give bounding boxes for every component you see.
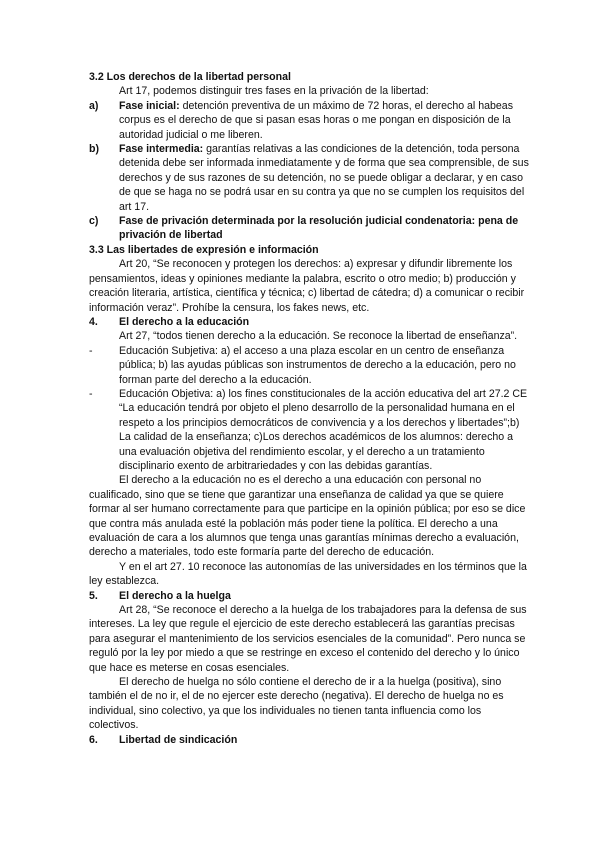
bullet-marker: - bbox=[89, 344, 93, 357]
section-title: El derecho a la educación bbox=[119, 315, 250, 328]
bullet-educacion-objetiva bbox=[89, 387, 529, 473]
bullet-marker: - bbox=[89, 387, 93, 400]
paragraph-autonomia-universidades: Y en el art 27. 10 reconoce las autonomías de las universidades en los términos que la ley establezca. bbox=[89, 560, 527, 588]
paragraph-art20: Art 20, “Se reconocen y protegen los derechos: a) expresar y difundir libremente los pensamientos, ideas y opiniones mediante la palabra, escrito o otro medio; b) producción y creación literaria, artística, científica y técnica; c) libertad de cátedra; d) a comunicar o recibir información veraz”. Prohíbe la censura, los fakes news, etc. bbox=[89, 258, 525, 314]
section-title: El derecho a la huelga bbox=[119, 589, 231, 602]
section-title: Libertad de sindicación bbox=[119, 733, 238, 746]
list-item-fase-privacion bbox=[89, 214, 529, 243]
paragraph-art27-intro: Art 27, “todos tienen derecho a la educación. Se reconoce la libertad de enseñanza”. bbox=[119, 330, 518, 343]
section-heading-3-3: 3.3 Las libertades de expresión e información bbox=[89, 243, 319, 256]
section-heading-4 bbox=[89, 315, 529, 329]
list-item-text: garantías relativas a las condiciones de la detención, toda persona detenida debe ser informada inmediatamente y de forma que sea comprensible, de sus derechos y de sus razones de su detención, no se puede obligar a declarar, y en caso de que se haga no se podrá usar en su contra ya que no se cumplen los requisitos del art 17. bbox=[119, 143, 529, 213]
list-marker: b) bbox=[89, 143, 99, 156]
document-page bbox=[89, 70, 529, 747]
paragraph-educacion-calidad: El derecho a la educación no es el derecho a una educación con personal no cualificado, sino que se tiene que garantizar una enseñanza de calidad ya que se quiere formar al ser humano correctamente para que participe en la opinión pública; por eso se dice que contra más anulada esté la población más poder tiene la política. El derecho a una evaluación de cara a los alumnos que tenga unas garantías mínimas derecho a evaluación, derecho a materiales, todo este formaría parte del derecho de educación. bbox=[89, 474, 526, 559]
section-number: 5. bbox=[89, 589, 98, 602]
paragraph-huelga-colectiva: El derecho de huelga no sólo contiene el derecho de ir a la huelga (positiva), sino también el de no ir, el de no ejercer este derecho (negativa). El derecho de huelga no es individual, sino colectivo, ya que los individuales no tienen tanta influencia como los colectivos. bbox=[89, 676, 504, 732]
list-marker: c) bbox=[89, 215, 99, 228]
paragraph-art17-intro: Art 17, podemos distinguir tres fases en la privación de la libertad: bbox=[119, 85, 429, 98]
section-heading-3-2: 3.2 Los derechos de la libertad personal bbox=[89, 71, 291, 83]
bullet-text: Educación Objetiva: a) los fines constitucionales de la acción educativa del art 27.2 CE “La educación tendrá por objeto el pleno desarrollo de la personalidad humana en el respeto a los principios democráticos de convivencia y a los derechos y libertades”;b) La calidad de la enseñanza; c)Los derechos académicos de los alumnos: derecho a una evaluación objetiva del rendimiento escolar, y el derecho a un tratamiento disciplinario exento de arbitrariedades y con las debidas garantías. bbox=[119, 387, 528, 472]
list-item-label: Fase intermedia: bbox=[119, 143, 204, 156]
section-heading-6 bbox=[89, 733, 529, 747]
section-heading-5 bbox=[89, 589, 529, 603]
list-item-label: Fase de privación determinada por la resolución judicial condenatoria: pena de privación de libertad bbox=[119, 215, 519, 242]
list-item-text: detención preventiva de un máximo de 72 horas, el derecho al habeas corpus es el derecho de que si pasan esas horas o me pongan en disposición de la autoridad judicial o me liberen. bbox=[119, 99, 513, 141]
section-number: 4. bbox=[89, 315, 98, 328]
bullet-text: Educación Subjetiva: a) el acceso a una plaza escolar en un centro de enseñanza pública; b) las ayudas públicas son instrumentos de derecho a la educación, pero no forman parte del derecho a la educación. bbox=[119, 344, 516, 386]
list-item-fase-inicial bbox=[89, 99, 529, 142]
list-item-fase-intermedia bbox=[89, 142, 529, 214]
list-marker: a) bbox=[89, 99, 99, 112]
section-number: 6. bbox=[89, 733, 98, 746]
bullet-educacion-subjetiva bbox=[89, 344, 529, 387]
list-item-label: Fase inicial: bbox=[119, 99, 180, 112]
paragraph-art28: Art 28, “Se reconoce el derecho a la huelga de los trabajadores para la defensa de sus intereses. La ley que regule el ejercicio de este derecho establecerá las garantías precisas para asegurar el mantenimiento de los servicios esenciales de la comunidad”. Pero nunca se reguló por la ley por miedo a que se restringe en exceso el contenido del derecho y lo único que hace es meterse en cosas esenciales. bbox=[89, 604, 527, 674]
